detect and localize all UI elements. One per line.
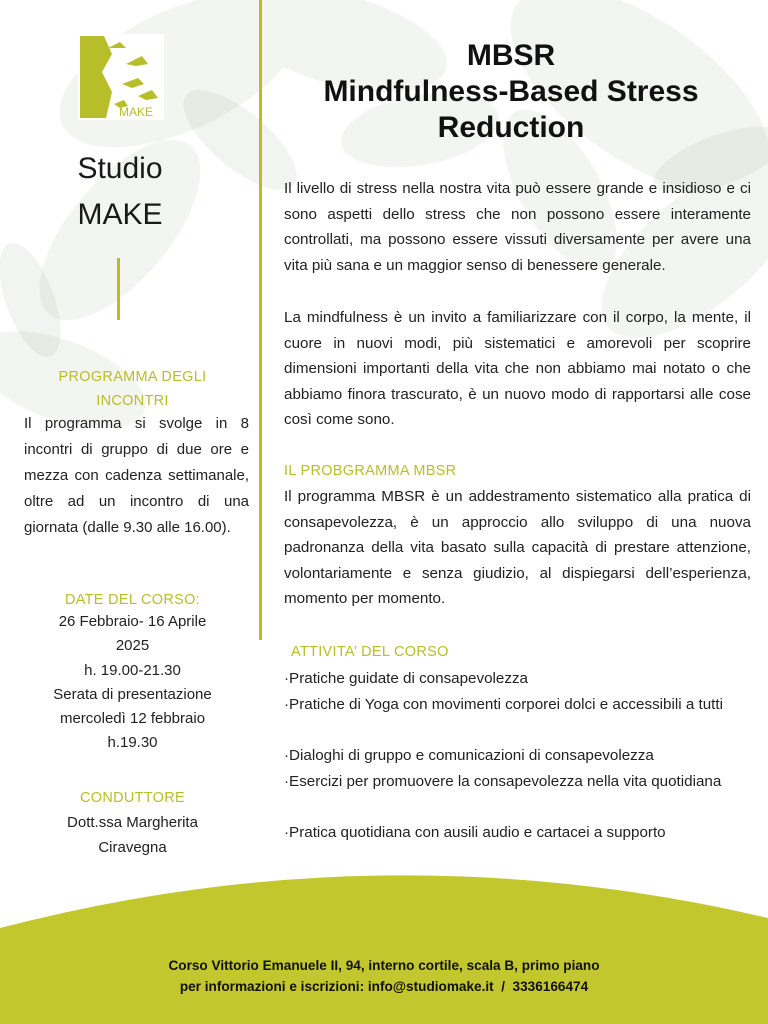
title-line2: Mindfulness-Based Stress [323,75,699,108]
column-divider-bar [259,0,262,640]
page-title [276,38,746,146]
schedule-text: Il programma si svolge in 8 incontri di gruppo di due ore e mezza con cadenza settimanale, oltre ad un incontro di una giornata (dalle 9.30 alle 16.00). [24,415,249,536]
activity-item: ·Esercizi per promuovere la consapevolezza nella vita quotidiana [284,773,722,790]
conductor-block [20,810,245,860]
dates-line: Serata di presentazione [53,685,212,703]
conductor-line: Ciravegna [98,839,167,856]
dates-heading: DATE DEL CORSO: [64,592,201,608]
studio-make-logo [78,34,164,120]
dates-block [20,610,245,756]
studio-name-line2: MAKE [77,198,163,231]
dates-line: mercoledì 12 febbraio [59,710,206,728]
footer-contacts: per informazioni e iscrizioni: info@studiomake.it / 3336166474 [179,979,589,994]
conductor-line: Dott.ssa Margherita [67,814,198,831]
sidebar-accent-bar [117,258,120,320]
footer-band [0,868,768,1024]
program-heading: IL PROBGRAMMA MBSR [284,463,457,479]
activity-item: ·Pratica quotidiana con ausili audio e cartacei a supporto [284,824,666,841]
activity-item: ·Dialoghi di gruppo e comunicazioni di consapevolezza [284,747,654,764]
conductor-heading: CONDUTTORE [79,790,186,806]
intro-paragraph-1: Il livello di stress nella nostra vita può essere grande e insidioso e ci sono aspetti dello stress che non possono essere interamente controllati, ma possono essere vissuti diversamente per avere una vita più sana e un maggior senso di benessere generale. [284,180,751,274]
dates-line: 26 Febbraio- 16 Aprile [58,613,207,630]
activities-heading: ATTIVITA’ DEL CORSO [291,644,449,660]
schedule-heading-line2: INCONTRI [96,393,169,409]
studio-name-line1: Studio [77,152,163,185]
title-line1: MBSR [466,39,556,72]
dates-line: 2025 [115,637,150,655]
activity-item: ·Pratiche guidate di consapevolezza [284,670,528,687]
title-line3: Reduction [437,111,585,144]
schedule-heading [20,365,245,413]
program-text: Il programma MBSR è un addestramento sistematico alla pratica di consapevolezza, è un approccio allo sviluppo di una nuova padronanza della vita basato sulla capacità di prestare attenzione, volontariamente e senza giudizio, al dispiegarsi dell’esperienza, momento per momento. [284,488,751,607]
schedule-heading-line1: PROGRAMMA DEGLI [58,369,207,385]
activity-item: ·Pratiche di Yoga con movimenti corporei dolci e accessibili a tutti [284,696,723,713]
dates-line: h. 19.00-21.30 [84,661,181,679]
dates-line: h.19.30 [107,734,158,752]
footer-address: Corso Vittorio Emanuele II, 94, interno cortile, scala B, primo piano [168,958,600,973]
intro-paragraph-2: La mindfulness è un invito a familiarizzare con il corpo, la mente, il cuore in nuovi modi, più sistematici e amorevoli per scoprire dimensioni importanti della vita che non abbiamo mai notato o che abbiamo finora trascurato, è un nuovo modo di rapportarsi alle cose così come sono. [284,309,751,428]
logo-wordmark: MAKE [118,105,154,119]
